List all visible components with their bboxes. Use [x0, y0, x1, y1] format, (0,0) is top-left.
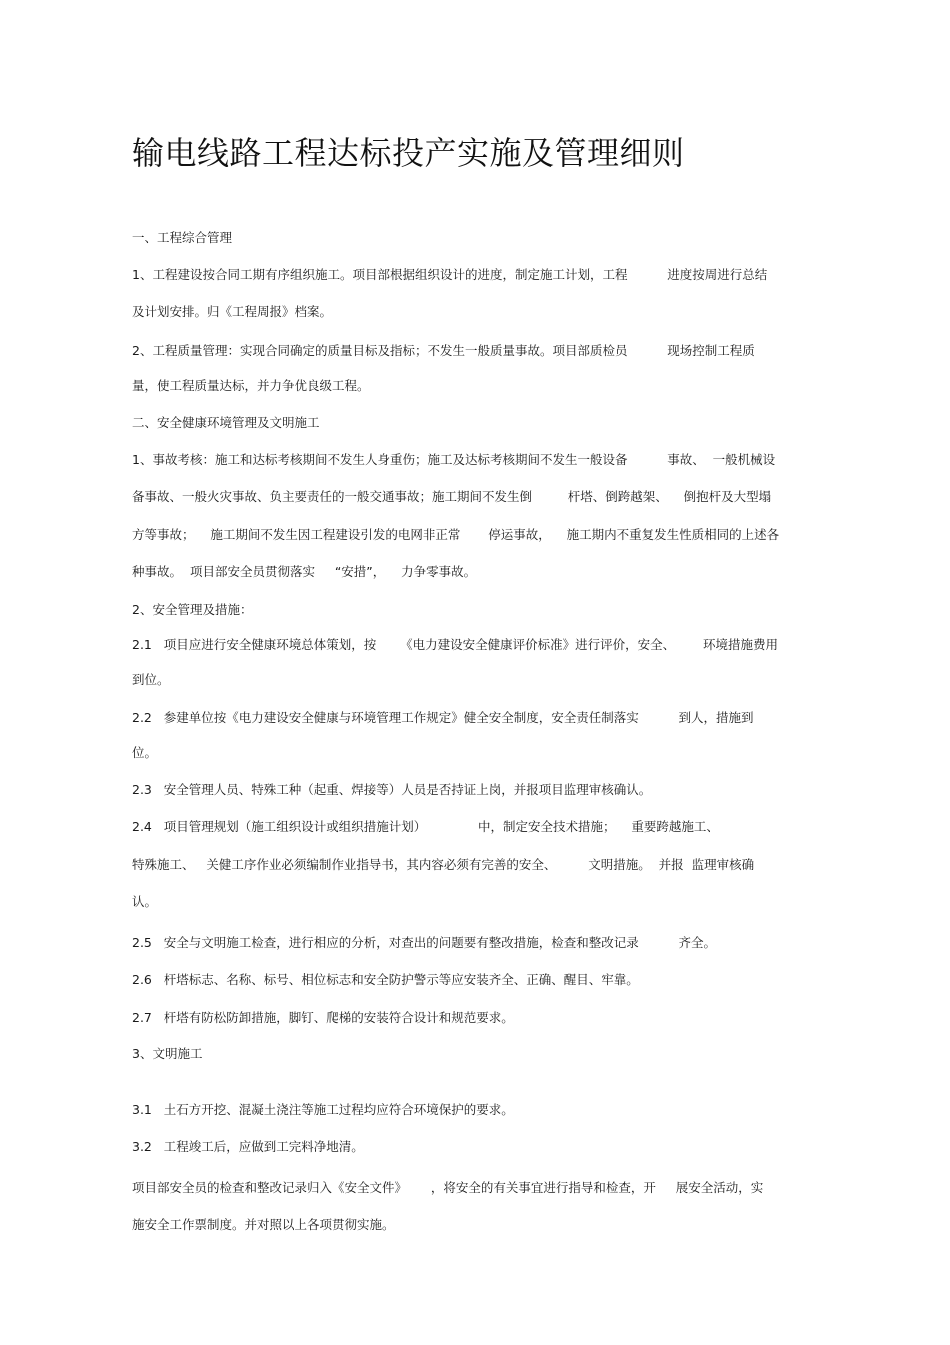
paragraph-line: 2.1 项目应进行安全健康环境总体策划，按 《电力建设安全健康评价标准》进行评价，安全、 环境措施费用: [132, 637, 778, 652]
paragraph-line: 及计划安排。归《工程周报》档案。: [132, 304, 333, 319]
paragraph-line: 3.2 工程竣工后，应做到工完料净地清。: [132, 1139, 364, 1154]
paragraph-line: 1、事故考核：施工和达标考核期间不发生人身重伤；施工及达标考核期间不发生一般设备 事故、 一般机械设: [132, 452, 776, 467]
paragraph-line: 1、工程建设按合同工期有序组织施工。项目部根据组织设计的进度，制定施工计划，工程 进度按周进行总结: [132, 267, 768, 282]
paragraph-line: 3.1 土石方开挖、混凝土浇注等施工过程均应符合环境保护的要求。: [132, 1102, 514, 1117]
section-heading-2: 二、安全健康环境管理及文明施工: [132, 415, 320, 430]
subsection-heading: 2、安全管理及措施：: [132, 602, 253, 617]
paragraph-line: 2.4 项目管理规划（施工组织设计或组织措施计划） 中，制定安全技术措施； 重要跨越施工、: [132, 819, 719, 834]
subsection-heading: 3、文明施工: [132, 1046, 203, 1061]
paragraph-line: 到位。: [132, 672, 170, 687]
paragraph-line: 2.3 安全管理人员、特殊工种（起重、焊接等）人员是否持证上岗，并报项目监理审核确认。: [132, 782, 652, 797]
paragraph-line: 2.6 杆塔标志、名称、标号、相位标志和安全防护警示等应安装齐全、正确、醒目、牢靠。: [132, 972, 639, 987]
paragraph-line: 2.5 安全与文明施工检查，进行相应的分析，对查出的问题要有整改措施，检查和整改记录 齐全。: [132, 935, 717, 950]
paragraph-line: 2.7 杆塔有防松防卸措施，脚钉、爬梯的安装符合设计和规范要求。: [132, 1010, 514, 1025]
paragraph-line: 方等事故； 施工期间不发生因工程建设引发的电网非正常 停运事故， 施工期内不重复发生性质相同的上述各: [132, 527, 780, 542]
paragraph-line: 种事故。 项目部安全员贯彻落实 “安措”， 力争零事故。: [132, 564, 477, 579]
paragraph-line: 量，使工程质量达标，并力争优良级工程。: [132, 378, 370, 393]
paragraph-line: 位。: [132, 745, 158, 760]
paragraph-line: 认。: [132, 894, 158, 909]
paragraph-line: 项目部安全员的检查和整改记录归入《安全文件》 ，将安全的有关事宜进行指导和检查，开 展安全活动，实: [132, 1180, 764, 1195]
section-heading-1: 一、工程综合管理: [132, 230, 233, 245]
paragraph-line: 施安全工作票制度。并对照以上各项贯彻实施。: [132, 1217, 395, 1232]
document-title: 输电线路工程达标投产实施及管理细则: [132, 134, 685, 172]
paragraph-line: 2.2 参建单位按《电力建设安全健康与环境管理工作规定》健全安全制度，安全责任制落实 到人，措施到: [132, 710, 754, 725]
paragraph-line: 2、工程质量管理：实现合同确定的质量目标及指标；不发生一般质量事故。项目部质检员 现场控制工程质: [132, 343, 755, 358]
paragraph-line: 备事故、一般火灾事故、负主要责任的一般交通事故；施工期间不发生倒 杆塔、倒跨越架、 倒抱杆及大型塌: [132, 489, 772, 504]
paragraph-line: 特殊施工、 关健工序作业必须编制作业指导书，其内容必须有完善的安全、 文明措施。 并报 监理审核确: [132, 857, 755, 872]
